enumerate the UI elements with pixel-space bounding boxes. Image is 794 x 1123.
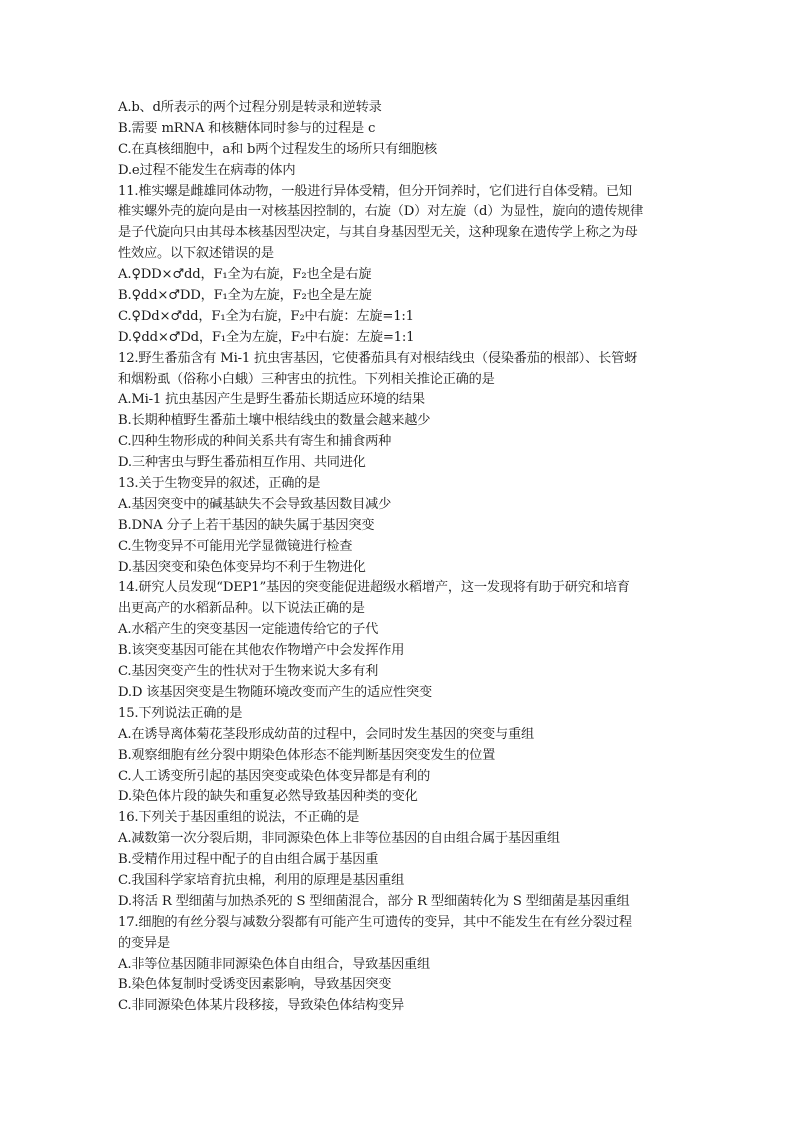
text-line: C.四种生物形成的种间关系共有寄生和捕食两种 [118, 434, 392, 450]
text-line: C.生物变异不可能用光学显微镜进行检查 [118, 538, 353, 554]
text-line: D.D 该基因突变是生物随环境改变而产生的适应性突变 [118, 684, 432, 700]
text-line: B.受精作用过程中配子的自由组合属于基因重 [118, 852, 379, 868]
text-line: A.非等位基因随非同源染色体自由组合，导致基因重组 [118, 956, 431, 972]
text-line: D.染色体片段的缺失和重复必然导致基因种类的变化 [118, 789, 418, 805]
text-line: D.三种害虫与野生番茄相互作用、共同进化 [118, 455, 366, 471]
text-line: 和烟粉虱（俗称小白蛾）三种害虫的抗性。下列相关推论正确的是 [118, 371, 495, 387]
text-line: 12.野生番茄含有 Mi-1 抗虫害基因，它使番茄具有对根结线虫（侵染番茄的根部）、长管蚜 [118, 350, 638, 366]
text-line: 出更高产的水稻新品种。以下说法正确的是 [118, 601, 365, 617]
text-line: 椎实螺外壳的旋向是由一对核基因控制的，右旋（D）对左旋（d）为显性，旋向的遗传规律 [118, 204, 644, 220]
text-line: 是子代旋向只由其母本核基因型决定，与其自身基因型无关，这种现象在遗传学上称之为母 [118, 225, 638, 241]
text-line: C.在真核细胞中，a和 b两个过程发生的场所只有细胞核 [118, 141, 438, 157]
text-line: B.DNA 分子上若干基因的缺失属于基因突变 [118, 517, 375, 533]
text-line: A.基因突变中的碱基缺失不会导致基因数目减少 [118, 496, 392, 512]
text-line: D.e过程不能发生在病毒的体内 [118, 162, 296, 178]
text-line: B.♀dd×♂DD，F₁全为左旋，F₂也全是左旋 [118, 288, 372, 304]
text-line: 11.椎实螺是雌雄同体动物，一般进行异体受精，但分开饲养时，它们进行自体受精。已知 [118, 183, 632, 199]
text-line: 性效应。以下叙述错误的是 [118, 246, 274, 262]
text-line: A.减数第一次分裂后期，非同源染色体上非等位基因的自由组合属于基因重组 [118, 831, 560, 847]
text-line: B.需要 mRNA 和核糖体同时参与的过程是 c [118, 120, 376, 136]
text-line: A.♀DD×♂dd，F₁全为右旋，F₂也全是右旋 [118, 267, 372, 283]
text-line: 的变异是 [118, 935, 170, 951]
text-line: 13.关于生物变异的叙述，正确的是 [118, 476, 321, 492]
text-line: D.基因突变和染色体变异均不利于生物进化 [118, 559, 366, 575]
text-line: B.观察细胞有丝分裂中期染色体形态不能判断基因突变发生的位置 [118, 747, 496, 763]
text-line: 16.下列关于基因重组的说法，不正确的是 [118, 810, 360, 826]
text-line: 17.细胞的有丝分裂与减数分裂都有可能产生可遗传的变异，其中不能发生在有丝分裂过程 [118, 914, 632, 930]
document-page [118, 98, 678, 1017]
text-line: D.将活 R 型细菌与加热杀死的 S 型细菌混合，部分 R 型细菌转化为 S 型细菌是基因重组 [118, 893, 630, 909]
text-line: 14.研究人员发现“DEP1”基因的突变能促进超级水稻增产，这一发现将有助于研究和培育 [118, 580, 630, 596]
text-line: A.Mi-1 抗虫基因产生是野生番茄长期适应环境的结果 [118, 392, 425, 408]
text-line: B.长期种植野生番茄土壤中根结线虫的数量会越来越少 [118, 413, 431, 429]
text-line: A.水稻产生的突变基因一定能遗传给它的子代 [118, 622, 379, 638]
text-line: C.非同源染色体某片段移接，导致染色体结构变异 [118, 998, 405, 1014]
text-line: D.♀dd×♂Dd，F₁全为左旋，F₂中右旋：左旋=1:1 [118, 329, 415, 345]
text-line: C.♀Dd×♂dd，F₁全为右旋，F₂中右旋：左旋=1:1 [118, 308, 414, 324]
text-line: C.我国科学家培育抗虫棉，利用的原理是基因重组 [118, 872, 405, 888]
text-line: A.在诱导离体菊花茎段形成幼苗的过程中，会同时发生基因的突变与重组 [118, 726, 534, 742]
text-line: B.该突变基因可能在其他农作物增产中会发挥作用 [118, 643, 405, 659]
text-line: A.b、d所表示的两个过程分别是转录和逆转录 [118, 100, 382, 115]
text-line: C.人工诱变所引起的基因突变或染色体变异都是有利的 [118, 768, 431, 784]
text-line: B.染色体复制时受诱变因素影响，导致基因突变 [118, 977, 392, 993]
text-line: 15.下列说法正确的是 [118, 705, 243, 721]
text-line: C.基因突变产生的性状对于生物来说大多有利 [118, 664, 379, 680]
